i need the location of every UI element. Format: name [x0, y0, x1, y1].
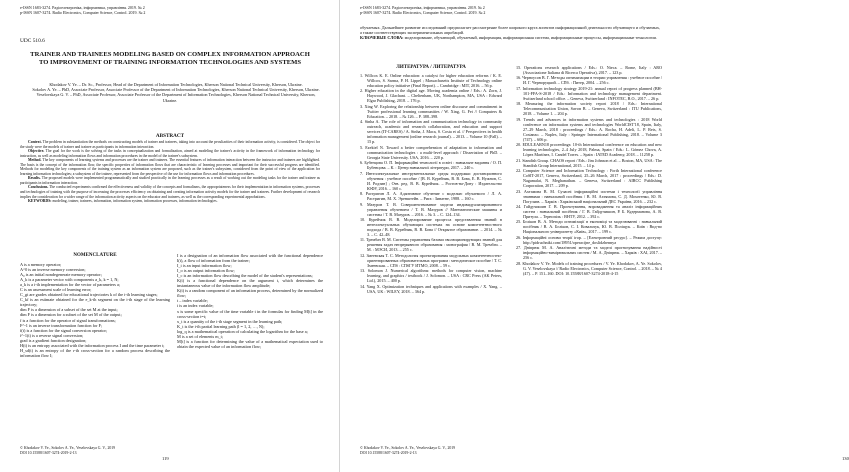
nomenclature-entry: I is a designation of an information flow associated with the functional dependence I(t), a flow of information from the trainer; [177, 253, 323, 264]
nomenclature-column-left [20, 262, 170, 358]
abstract-label: Conclusions. [28, 185, 49, 190]
reference-entry: 27. Дніпрюк М. А. Аналітичні методи та моделі прогнозування надійності інформаційно-вимірювальних систем / М. А. Дніпрюк. – Харків : ХАІ, 2017. – 256 с. [516, 245, 662, 261]
reference-entry: 23. Ахтамова В. М. Сучасні інформаційні системи і технології управління знаннями : навчальний посібник / В. М. Ахтямова, С. Д. Мохотенко, Ю. В. Погуляєв. – Харків : Харківський національний ДЕС України, 2016. – 232 с. [516, 188, 662, 204]
reference-entry: 13. Solomon J. Numerical algorithms: methods for computer vision, machine learning, and graphics / textbook / J. Solomon. – USA : CRC Press (AK Peters, Ltd.), 2015. – 400 p. [360, 268, 502, 284]
copyright-line: © Khodakov V. Ye., Sokolov A. Ye., Veselovskaya G. V., 2019 [360, 446, 456, 450]
header-line-1: e-ISSN 1683-3274. Радіоелектроніка, інформатика, управління. 2019. № 2 [20, 5, 145, 10]
reference-entry: 26. Інформаційні основи теорії ігор. – [Електронний ресурс]. – Режим доступу: http://pidruchniki.com/18951/operacijne_doslidzhennya [516, 234, 662, 245]
reference-entry: 12. Змеевская Т. С. Методология проектирования модульных компетентностно-ориентированных образовательных программ : методическое пособие / Т. С. Змеевская. – СПб : СПбГУ ИТМО, 2008. – 59 с. [360, 252, 502, 268]
reference-entry: 10. Курейчик В. В. Моделирование процесса представления знаний в интеллектуальных обучающих системах на основе компетентностного подхода / В. В. Курейчик, В. В. Бова // Открытое образование. – 2014. – № 3. – С. 42–48. [360, 216, 502, 237]
nomenclature-entry: dim F is a dimension of a subset of the set M at the input; [20, 307, 118, 313]
article-title: TRAINER AND TRAINEES MODELING BASED ON COMPLEX INFORMATION APPROACH TO IMPROVEMENT OF TRAINING INFORMATION TECHNOLOGIES AND SYSTEMS [30, 51, 310, 67]
abstract-text: The conducted experiments confirmed the effectiveness and validity of the concepts and formalisms, the appropriateness for their implementation in information systems, processes and technologies of training with the purpose of increasing the processes efficiency on obtaining and creating information activity models for the trainer and trainees. Further development of research implies the consideration for a wider range of the information activity aspects on the educator and trainees, as well as the corresponding experimental approbations. [20, 185, 320, 199]
nomenclature-entry: C is an assessment scale of learning error; [20, 287, 92, 293]
nomenclature-entry: f^-1(t) is a reverse signal conversion; [20, 332, 84, 338]
abstract-paragraph [20, 185, 320, 199]
abstract-text: The goal for the work is the solving of the tasks in conceptualization and formalization, aimed at modeling the trainer's activity in the framework of information technology for instruction, as well as modeling information flows and information procedures in the model of the trainee's subsystem. [20, 149, 320, 158]
nomenclature-entry: x is some specific value of the time variable t in the formulas for finding M[t] in the cross-section t=t; [177, 308, 323, 319]
header-line-2: p-ISSN 1607-3274. Radio Electronics, Computer Science, Control. 2019. № 2 [20, 10, 146, 15]
nomenclature-entry: K(t) is a random component of an information process, determined by the normalized flow; [177, 288, 323, 299]
abstract-paragraph [20, 199, 320, 204]
nomenclature-entry: K(t) is a functional dependence on the argument t, which determines the instantaneous value of the information flow amplitude; [177, 278, 323, 289]
right-page [340, 0, 849, 472]
doi-line: DOI 10.15588/1607-3274-2019-2-13 [20, 450, 77, 455]
abstract-text: The problem in substantiation the methods on constructing models of trainer and trainees, taking into account the peculiarities of their information activity, is considered. The object for the study were the models of trainer and trainee as participants in information interaction. [20, 140, 320, 149]
nomenclature-entry: log_q is a mathematical operation of calculating the logarithm for the base a; [177, 328, 308, 334]
author-entry: Veselovskaya G. V. – PhD, Associate Professor, Associate Professor of the Department of Information Technologies, Kherson National Technical University, Kherson, Ukraine. [36, 92, 316, 103]
nomenclature-entry: dim F is a dimension for a subset of the set M of the output; [20, 312, 122, 318]
reference-entry: 18. Measuring the information society report 2018 / Eds.: International Telecommunication Union, Savon B. – Geneva, Switzerland : ITU Publications, 2018. – Volume 1. – 204 p. [516, 101, 662, 117]
copyright-footer [20, 446, 115, 455]
abstract-label: Method. [28, 158, 42, 163]
nomenclature-entry: t – index variable; [177, 298, 208, 304]
nomenclature-entry: H_sd(t) is an entropy of the r-th cross-section for a random process describing the information flow I; [20, 347, 170, 358]
reference-entry: 19. Trends and advances in information systems and technologies : 2018 World conference on information systems and technologies WorldCIST'18, Spain, Italy, 27–29 March, 2018 : proceedings / Eds.: A. Rocha, H. Adeli, L. P. Reis, S. Costanzo. – Naples, Italy : Springer International Publishing, 2018. – Volume 3 (747). – 606 p. [516, 116, 662, 142]
nomenclature-entry: f is a function for the operator of signal transformations; [20, 317, 116, 323]
copyright-footer [360, 446, 455, 455]
left-page [0, 0, 340, 472]
abstract-paragraph [20, 176, 320, 185]
abstract-paragraph [20, 149, 320, 158]
reference-entry: 3. Xing W. Exploring the relationship between online discourse and commitment in Twitter professional learning communities / W. Xing, G. Fei // Computers & Education. – 2018. – № 126. – P. 388–398. [360, 103, 502, 119]
references-column-left [360, 73, 502, 294]
reference-entry: 5. Ezekiel N. Toward a better comprehension of adaptation to information and communication technologies : a multi-level approach / Dissertation of PhD. – Georgia State University. USA, 2016. – 220 p. [360, 144, 502, 160]
reference-entry: 20. EDULEARN18 proceedings: 10-th International conference on education and new learning technologies, 2–4 July 2018, Palma, Spain / Eds.: L. Gómez Chova, A. López Martínez, I. Candel Torres. – Spain : IATED Academy, 2018. – 11258 p. [516, 142, 662, 158]
nomenclature-entry: grad is a gradient function designation; [20, 337, 87, 343]
references-column-right [516, 65, 662, 276]
reference-entry: 1. Willcox K. E. Online education: a catalyst for higher education reforms / K. E. Willcox, S. Sarma, P. H. Lippel ; Massachusetts Institute of Technology online education policy initiative (Final Report). – Cambridge : MIT, 2016. – 56 p. [360, 73, 502, 89]
reference-entry: 8. Растригин Л. А. Адаптивное обучение с моделью обучаемого / Л. А. Растригин, М. Х. Эренштейн. – Рига : Зинатне, 1988. – 160 с. [360, 191, 502, 202]
nomenclature-entry: F^-1 is an inverse transformation function for F; [20, 322, 103, 328]
keywords-block [360, 25, 660, 41]
nomenclature-entry: f(t) is a function for the signal conversion operator; [20, 327, 108, 333]
reference-entry: 14. Yang X. Optimization techniques and applications with examples / X. Yang. – USA, UK : WILEY, 2018. – 364 p. [360, 283, 502, 294]
nomenclature-heading: NOMENCLATURE [73, 253, 117, 258]
reference-entry: 28. Khodakov V. Ye. Models of training procedures / V. Ye. Khodakov, A. Ye. Sokolov, G. V. Veselovskaya // Radio Electronics, Computer Science, Control. – 2018. – № 4 (47). – P. 151–160. DOI: 10.15588/1607-3274-2018-4-15 [516, 260, 662, 276]
nomenclature-entry: M[t] is a function for determining the value of a mathematical expectation used to obtain the expected value of an information flow; [177, 338, 323, 349]
reference-entry: 24. Гайдучишин Г. В. Проектування, впровадження та аналіз інформаційних систем : навчальний посібник / Г. В. Гайдучишин, Р. Б. Кудерманова, А. В. Притула. – Тернопіль : ВНТУ, 2012. – 392 с. [516, 203, 662, 219]
abstract-text: The key components of learning systems and processes are the trainer and trainees. The essential features of information interaction between the instructor and trainees are highlighted. The basis is the concept of the information flow, the specific properties of information flows that are characteristic of learning processes and important for their successful progress are identified. Methods for modeling the key components of the training system as an information system are proposed, such as the trainer's subsystem, considered from the point of view of the application for learning information technologies; a subsystem of the trainee, represented from the perspective of the use for information flows and information procedures. [20, 158, 320, 176]
abstract-continuation: обучаемых. Дальнейшее развитие исследований предполагает рассмотрение более широкого круга аспектов информационной деятельности обучающего и обучаемых, а также соответствующих экспериментальных апробаций. [360, 25, 660, 36]
reference-entry: 21. Standish Group. CHAOS report / Eds.: Jim Johnson et al. – Boston, MA, USA : The Standish Group International, 2015. – 14 p. [516, 157, 662, 168]
reference-entry: 11. Трембач В. М. Системы управления базами эволюционирующих знаний для решения задач непрерывного образования : монография / В. М. Трембач. – М. : МЭСИ, 2013. – 255 с. [360, 237, 502, 253]
reference-entry: 22. Computer Science and Information Technology : Forth International conference CoSIT-2017, Geneva, Switzerland, 25–26 March, 2017 : proceedings / Eds.: D. Nagamalai, N. Meghanathan. – Geneva, Switzerland : AIRCC Publishing Corporation, 2017. – 209 p. [516, 168, 662, 189]
page-number: 130 [842, 456, 849, 461]
keywords-paragraph [360, 35, 660, 40]
nomenclature-entry: C_gt are grades obtained for educational trajectories k of the i-th learning stages; [20, 292, 158, 298]
nomenclature-entry: A_k is a parameter vector with components a_k, k = 1, N; [20, 277, 119, 283]
reference-entry: 25. Бєліков В. А. Методи оптимізації в економіці та моделюванні : навчальний посібник / В. А. Бєліков, С. І. Ковальчук, Ю. В. Поліщук. – Київ : Вид-во Національного університету «Київ», 2017. – 199 с. [516, 219, 662, 235]
author-entry: Khodakov V. Ye. – Dr. Sc., Professor, Head of the Department of Information Technologies, Kherson National Technical University, Kherson, Ukraine. [49, 82, 303, 87]
nomenclature-entry: x_t is a quantity of the i-th stage segment in the learning path; [177, 318, 283, 324]
running-header [360, 5, 660, 15]
header-line-2: p-ISSN 1607-3274. Radio Electronics, Computer Science, Control. 2019. № 2 [360, 10, 486, 15]
reference-entry: 7. Интеллектуальные инструментальные среды поддержки дистанционного обучения : учебное пособие / [В. В. Курейчик, В. В. Бова, Е. В. Нужнов, С. И. Родзин] ; Отв. ред. В. В. Курейчик. – Ростов-на-Дону : Издательство ЮФУ, 2016. – 160 с. [360, 170, 502, 191]
abstract-label: Objective. [28, 149, 45, 154]
page-number: 119 [162, 456, 169, 461]
nomenclature-entry: A^0 is an inverse memory conversion; [20, 267, 86, 273]
abstract-label: Results. [28, 176, 41, 181]
nomenclature-entry: H(t) is an entropy associated with the information process I and the time parameter t; [20, 342, 165, 348]
reference-entry: 6. Бубенцова О. П. Інформаційні технології в освіті : навчальне видання / О. П. Бубенцова. – К. : Центр навчальної літератури, 2017. – 240 с. [360, 160, 502, 171]
reference-entry: 17. Information technology strategy 2019-21: annual report of progress planned (BH-101-FFA-S-2018 / Eds.: Information and technology management department. Switzerland school office. – Geneva, Switzerland : INFOTEC, B.O., 2017. – 26 p. [516, 85, 662, 101]
header-line-1: e-ISSN 1683-3274. Радіоелектроніка, інформатика, управління. 2019. № 2 [360, 5, 485, 10]
nomenclature-entry: A is a memory operator; [20, 262, 62, 267]
nomenclature-column-right [177, 253, 323, 349]
nomenclature-entry: I_o is an output information flow; [177, 268, 235, 274]
reference-entry: 16. Черноусов В. Г. Методы оптимизации в теории управления : учебное пособие / И. Г. Черноруцкий. – СПб. : Питер, 2004. – 256 с. [516, 75, 662, 86]
reference-entry: 9. Мазуров Т. В. Совершенствование модели индивидуализированного управления обучением / Т. В. Мазуров // Математические машины и системы / Т. В. Мазуров. – 2016. – № 3. – С. 124–134. [360, 201, 502, 217]
keywords-text: моделирование, обучающий, обучаемый, информация, информационная система, информационные процессы, информационные технологии. [404, 35, 657, 41]
keywords-label: КЛЮЧЕВЫЕ СЛОВА: [360, 35, 404, 41]
nomenclature-entry: C_kf is an estimate obtained for the e_k-th segment on the i-th stage of the learning trajectory; [20, 297, 170, 308]
author-entry: Sokolov A. Ye. – PhD, Associate Professor, Associate Professor of the Department of Information Technologies, Kherson National Technical University, Kherson, Ukraine. [32, 87, 320, 93]
reference-entry: 4. Sinha A. The role of information and communication technology in community outreach, academic and research collaboration, and education and support services (IT-CARES) / A. Sinha, J. Maca, S. Costa et al. // Perspectives in health information management (online research journal). – 2013. – Volume 10 (Fall). – 15 p. [360, 119, 502, 145]
nomenclature-entry: I_i is an input information flow; [177, 263, 232, 269]
abstract-label: KEYWORDS: [28, 199, 52, 204]
nomenclature-entry: A₀ is an initial nondegenerate memory operator; [20, 272, 102, 278]
nomenclature-entry: M is a set of elements m_t; [177, 333, 224, 339]
reference-entry: 2. Higher education in the digital age. Moving academia online / Eds.: A. Zorn, J. Haywood, J. Glachant. – Cheltenham, UK, Northampton, MA, USA : Edward Elgar Publishing, 2018. – 176 p. [360, 88, 502, 104]
reference-entry: 15. Operations research applications / Eds.: O. Nieca. – Rome, Italy : ARO (Associazione Italiana di Ricerca Operativa), 2017. – 123 p. [516, 65, 662, 76]
doi-line: DOI 10.15588/1607-3274-2019-2-13 [360, 450, 417, 455]
abstract-label: Context. [28, 140, 42, 144]
abstract-body [20, 140, 320, 204]
nomenclature-entry: K_t is the i-th partial learning path (l = 1, 2, …, N); [177, 323, 265, 329]
nomenclature-entry: a_k is a i-th implementation for the vector of parameters a; [20, 282, 121, 288]
abstract-paragraph [20, 140, 320, 149]
author-list [20, 82, 320, 103]
nomenclature-entry: i is an index variable; [177, 303, 214, 309]
abstract-text: modeling, trainer, trainees, information, information system, information processes, information technologies. [52, 199, 218, 204]
running-header [20, 5, 320, 15]
udc-code: UDC 510.6 [20, 38, 45, 44]
abstract-text: The proposed models were implemented programmatically and studied practically in the learning processes as a result of working out the modeling tasks for the trainer and trainee as participants in information interaction. [20, 176, 320, 185]
copyright-line: © Khodakov V. Ye., Sokolov A. Ye., Veselovskaya G. V., 2019 [20, 446, 116, 450]
abstract-heading: ABSTRACT [155, 133, 185, 139]
nomenclature-entry: I_c is an information flow describing the model of the student's representations; [177, 273, 313, 279]
references-heading: ЛИТЕРАТУРА / ЛИТЕРАТУРА [396, 65, 466, 70]
abstract-paragraph [20, 158, 320, 176]
